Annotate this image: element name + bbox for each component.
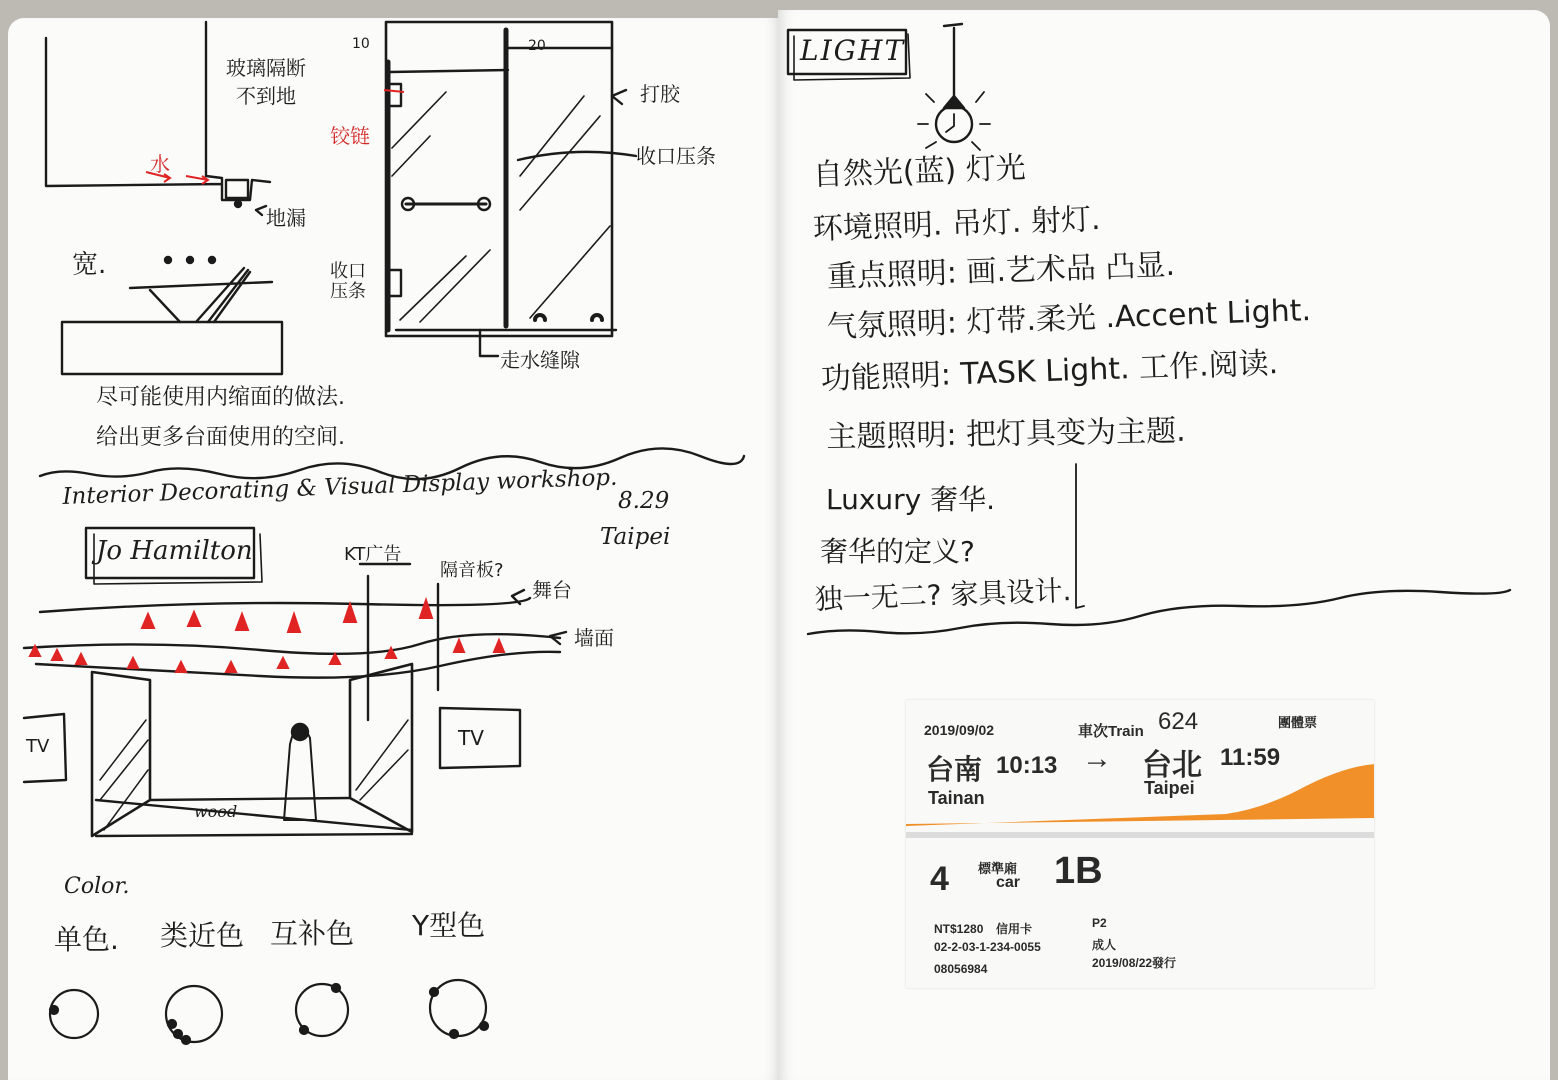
luxury-answer: 独一无二? 家具设计. [814,574,1072,616]
light-line-6: 主题照明: 把灯具变为主题. [826,413,1186,455]
ticket-number: 02-2-03-1-234-0055 [934,940,1041,954]
kt-ad-label: KT广告 [344,544,402,565]
ticket-arrival-time: 11:59 [1220,744,1281,771]
ticket-train-label: 車次Train [1078,723,1144,740]
wall-label: 墙面 [574,626,614,650]
ticket-destination-en: Taipei [1144,778,1195,798]
ticket-seat: 1B [1054,850,1103,892]
ticket-payment: 信用卡 [996,922,1033,936]
ticket-origin-en: Tainan [928,788,985,808]
water-label: 水 [150,152,170,176]
width-note: 宽. [72,250,107,280]
light-line-5: 功能照明: TASK Light. 工作.阅读. [820,346,1279,397]
color-type-2: 类近色 [160,919,245,952]
light-line-4: 气氛照明: 灯带.柔光 .Accent Light. [826,293,1312,345]
ticket-issue-date: 2019/08/22發行 [1092,956,1177,970]
ticket-departure-time: 10:13 [996,752,1058,779]
floor-drain-drawing [226,180,248,198]
wood-floor-label: wood [194,802,238,821]
pendant-lamp-drawing [918,24,990,150]
light-line-2: 环境照明. 吊灯. 射灯. [812,201,1102,247]
ticket-car-label: car [996,874,1021,891]
stage-sketch [24,564,566,836]
instructor-name: Jo Hamilton [96,536,253,566]
sealant-label: 打胶 [640,82,680,106]
ticket-passenger-type: 成人 [1092,938,1117,952]
ticket-destination: 台北 [1142,749,1202,782]
water-gap-label: 走水缝隙 [500,348,580,372]
ticket-car-number: 4 [930,860,949,898]
ticket-group-label: 團體票 [1278,715,1318,730]
ticket-date: 2019/09/02 [924,722,995,738]
ticket-serial: 08056984 [934,962,988,976]
floor-drain-label: 地漏 [266,206,306,230]
not-to-floor-label: 不到地 [236,84,296,108]
ticket-fare: NT$1280 [934,922,984,936]
tv-right-label: TV [458,726,484,750]
note-line-1: 尽可能使用内缩面的做法. [96,385,345,410]
workshop-title: Interior Decorating & Visual Display workshop. [62,464,618,510]
note-line-2: 给出更多台面使用的空间. [96,425,345,450]
ticket-car-class: 標準廂 [978,861,1018,876]
ticket-origin: 台南 [926,754,983,785]
workshop-city: Taipei [600,524,671,550]
color-type-3: 互补色 [270,917,355,950]
color-type-4: Y型色 [412,909,486,942]
luxury-line: Luxury 奢华. [826,483,996,516]
light-heading: LIGHT [800,34,906,67]
closing-strip-label-bottom: 收口压条 [330,261,366,302]
tv-left-label: TV [26,736,50,757]
dimension-20: 20 [528,38,546,54]
dimension-10: 10 [352,36,370,52]
workshop-date: 8.29 [618,488,670,514]
light-line-1: 自然光(蓝) 灯光 [812,150,1027,193]
color-type-1: 单色. [54,923,119,956]
luxury-question: 奢华的定义? [820,535,975,568]
ticket-arrow: → [1082,742,1112,775]
glass-partition-label: 玻璃隔断 [226,56,306,80]
glass-door-drawing [386,22,636,356]
ticket-platform: P2 [1092,916,1107,930]
train-ticket [906,700,1374,988]
color-wheels [50,980,488,1044]
stage-label: 舞台 [532,578,572,602]
color-heading: Color. [64,874,130,899]
partition-board-label: 隔音板? [440,560,504,581]
ticket-train-number: 624 [1158,708,1199,735]
hinge-label: 铰链 [330,124,370,148]
closing-strip-label-top: 收口压条 [636,144,716,168]
light-line-3: 重点照明: 画.艺术品 凸显. [826,247,1176,295]
